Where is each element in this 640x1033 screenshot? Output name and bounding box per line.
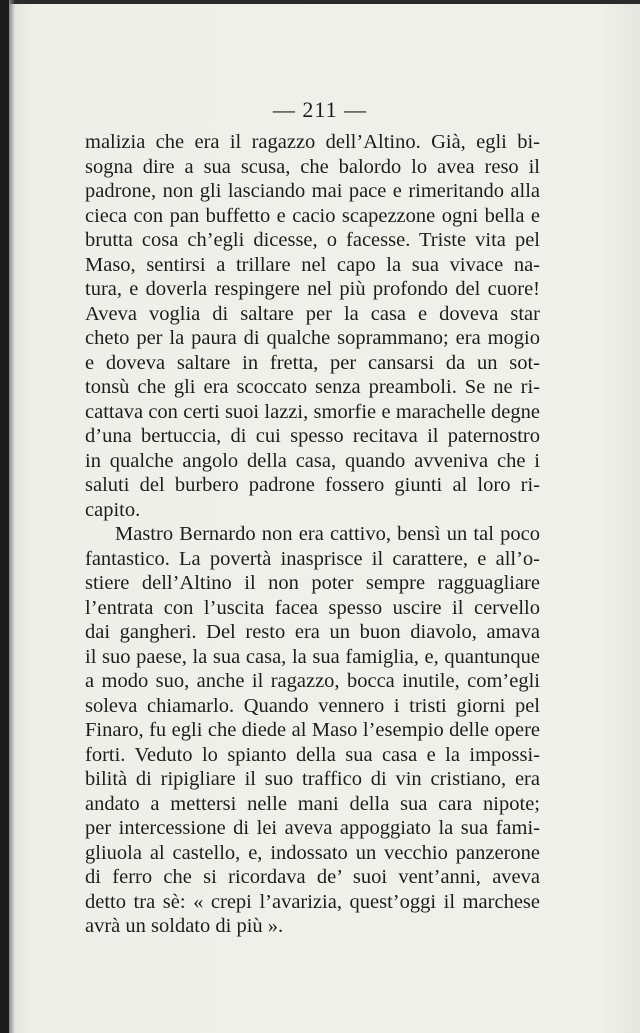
text-line: Finaro, fu egli che diede al Maso l’esempio delle opere (85, 719, 540, 741)
text-line: il suo paese, la sua casa, la sua famiglia, e, quantunque (85, 645, 540, 668)
text-line: soleva chiamarlo. Quando vennero i tristi giorni pel (85, 694, 540, 717)
text-line: forti. Veduto lo spianto della sua casa e la impossi- (85, 743, 540, 766)
text-line: Aveva voglia di saltare per la casa e doveva star (85, 302, 540, 325)
text-line: di ferro che si ricordava de’ suoi vent’anni, aveva (85, 866, 540, 888)
text-line: tonsù che gli era scoccato senza preamboli. Se ne ri- (85, 376, 540, 398)
text-line: andato a mettersi nelle mani della sua cara nipote; (85, 792, 540, 815)
text-line: bilità di ripigliare il suo traffico di vin cristiano, era (85, 768, 540, 790)
text-line: Mastro Bernardo non era cattivo, bensì un tal poco (115, 523, 540, 545)
page-number: — 211 — (272, 97, 368, 122)
text-line: fantastico. La povertà inasprisce il carattere, e all’o- (85, 547, 540, 570)
text-line: malizia che era il ragazzo dell’Altino. Già, egli bi- (85, 131, 540, 153)
text-line: d’una bertuccia, di cui spesso recitava il paternostro (85, 425, 540, 447)
text-line: capito. (85, 498, 141, 521)
page-top-edge (0, 0, 640, 4)
text-line: l’entrata con l’uscita facea spesso uscire il cervello (85, 596, 540, 619)
text-line: brutta cosa ch’egli dicesse, o facesse. Triste vita pel (85, 229, 540, 251)
spine-gradient (9, 0, 15, 1033)
text-line: tura, e doverla respingere nel più profondo del cuore! (85, 278, 540, 300)
text-line: Maso, sentirsi a trillare nel capo la sua vivace na- (85, 253, 540, 276)
text-line: dai gangheri. Del resto era un buon diavolo, amava (85, 621, 540, 643)
book-spine-shadow (0, 0, 9, 1033)
text-line: detto tra sè: « crepi l’avarizia, quest’oggi il marchese (85, 890, 540, 913)
text-line: per intercessione di lei aveva appoggiato la sua fami- (85, 817, 540, 839)
text-line: sogna dire a sua scusa, che balordo lo avea reso il (85, 155, 540, 178)
paragraph-2 (85, 522, 540, 939)
text-line: e doveva saltare in fretta, per cansarsi da un sot- (85, 351, 540, 374)
text-line: gliuola al castello, e, indossato un vecchio panzerone (85, 841, 540, 864)
body-text (85, 130, 540, 939)
text-line: cheto per la paura di qualche soprammano; era mogio (85, 327, 540, 349)
text-line: avrà un soldato di più ». (85, 915, 284, 937)
text-line: stiere dell’Altino il non poter sempre ragguagliare (85, 572, 540, 594)
text-line: a modo suo, anche il ragazzo, bocca inutile, com’egli (85, 670, 540, 692)
text-line: cieca con pan buffetto e cacio scapezzone ogni bella e (85, 204, 540, 227)
text-line: cattava con certi suoi lazzi, smorfie e marachelle degne (85, 400, 540, 423)
paragraph-1 (85, 130, 540, 522)
text-line: saluti del burbero padrone fossero giunti al loro ri- (85, 474, 540, 496)
text-line: padrone, non gli lasciando mai pace e rimeritando alla (85, 180, 540, 202)
text-line: in qualche angolo della casa, quando avveniva che i (85, 449, 540, 472)
